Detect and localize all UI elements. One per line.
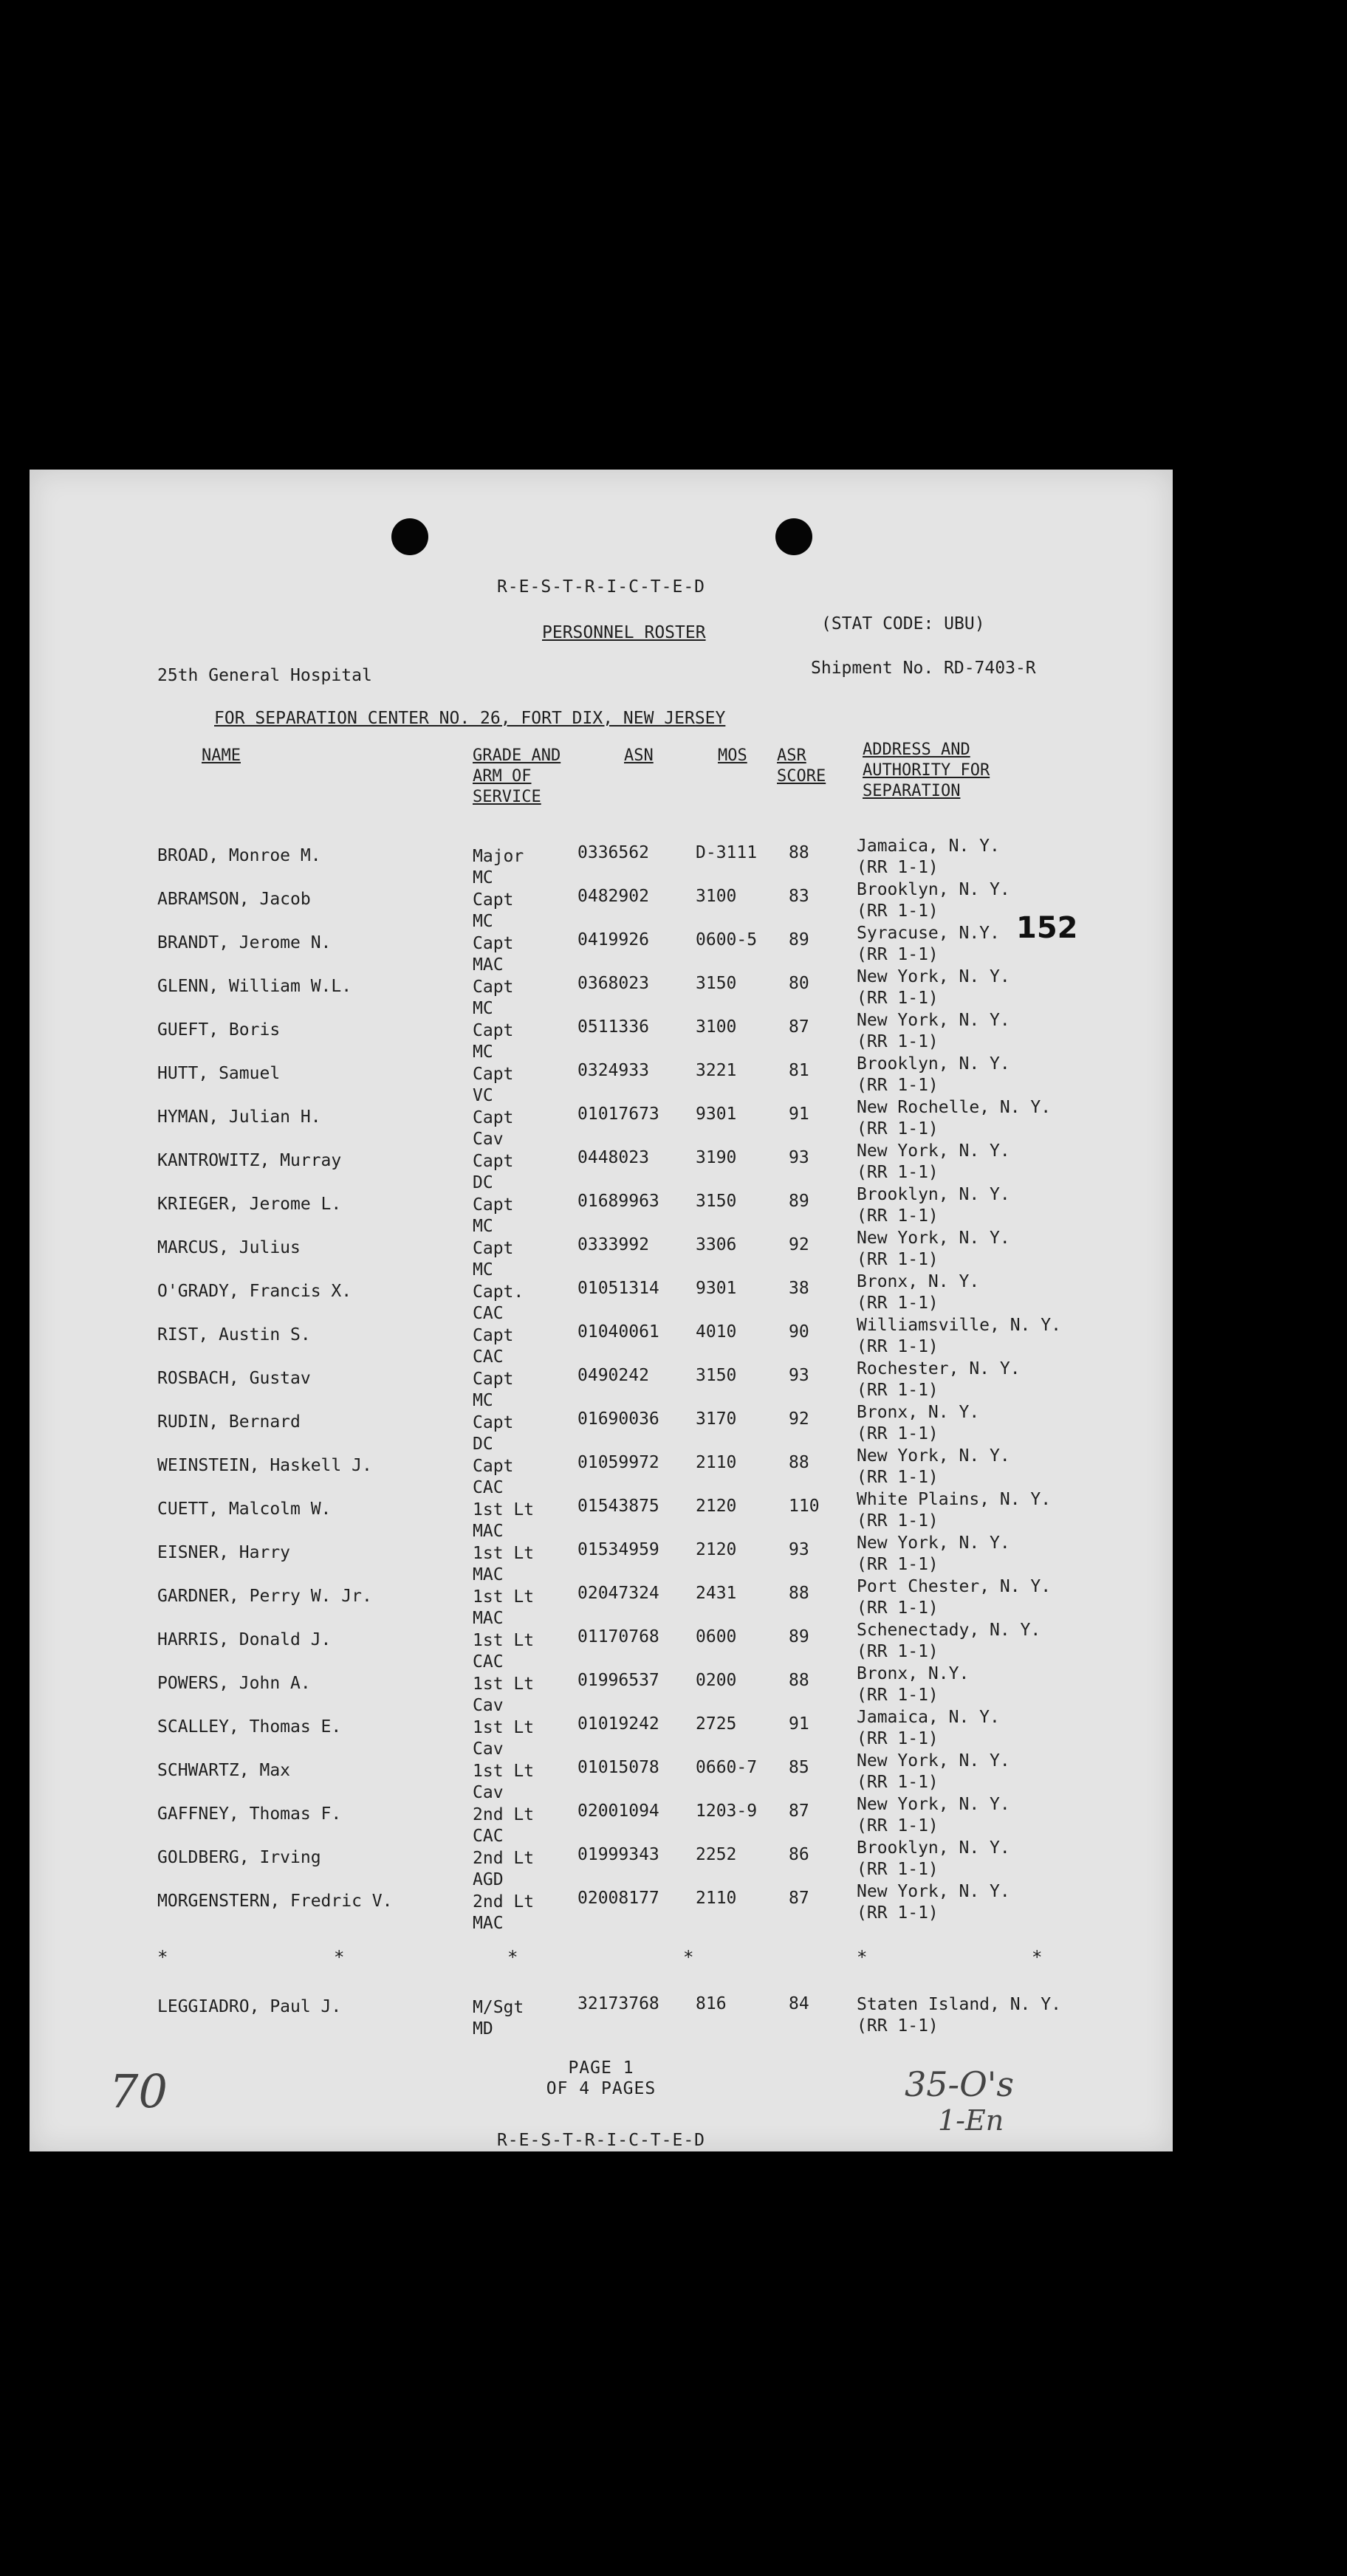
row-name: HYMAN, Julian H. [157, 1107, 321, 1127]
row-asn: 0419926 [577, 930, 649, 949]
roster-row [30, 1882, 1173, 1933]
row-name: KRIEGER, Jerome L. [157, 1195, 342, 1214]
row-score: 87 [789, 1017, 809, 1037]
row-name: ABRAMSON, Jacob [157, 890, 311, 909]
row-name: SCALLEY, Thomas E. [157, 1717, 342, 1737]
row-grade: Capt MC [473, 1370, 514, 1410]
row-score: 91 [789, 1714, 809, 1734]
row-mos: 3170 [696, 1409, 737, 1429]
row-grade: Capt CAC [473, 1457, 514, 1497]
handwritten-note-right: 35-O's [905, 2064, 1015, 2104]
row-asn: 0324933 [577, 1061, 649, 1080]
document-page [30, 470, 1173, 2151]
separator-star: * [1032, 1947, 1043, 1968]
row-score: 90 [789, 1322, 809, 1342]
shipment-number: Shipment No. RD-7403-R [811, 659, 1036, 678]
row-asn: 01019242 [577, 1714, 659, 1734]
punch-hole [775, 518, 812, 555]
separator-star: * [507, 1947, 518, 1968]
row-address: New York, N. Y. (RR 1-1) [857, 1882, 1010, 1923]
row-asn: 02008177 [577, 1889, 659, 1908]
row-mos: 3150 [696, 974, 737, 993]
row-grade: Capt DC [473, 1413, 514, 1454]
row-grade: M/Sgt MD [473, 1998, 524, 2039]
row-address: Bronx, N. Y. (RR 1-1) [857, 1403, 980, 1443]
row-name: BROAD, Monroe M. [157, 846, 321, 865]
row-score: 87 [789, 1889, 809, 1908]
row-score: 86 [789, 1845, 809, 1864]
row-mos: 1203-9 [696, 1802, 758, 1821]
row-address: Brooklyn, N. Y. (RR 1-1) [857, 1054, 1010, 1095]
row-name: RIST, Austin S. [157, 1325, 311, 1344]
roster-row [30, 880, 1173, 931]
separator-star: * [334, 1947, 345, 1968]
row-mos: 3100 [696, 887, 737, 906]
row-score: 87 [789, 1802, 809, 1821]
row-grade: Capt MC [473, 1239, 514, 1280]
row-grade: Capt DC [473, 1152, 514, 1192]
header-name: NAME [202, 746, 241, 765]
row-grade: 1st Lt MAC [473, 1500, 535, 1541]
row-asn: 01543875 [577, 1497, 659, 1516]
roster-row [30, 1664, 1173, 1715]
row-mos: 4010 [696, 1322, 737, 1342]
handwritten-note-right-2: 1-En [938, 2104, 1004, 2137]
header-asn: ASN [624, 746, 654, 765]
row-name: O'GRADY, Francis X. [157, 1282, 352, 1301]
row-name: LEGGIADRO, Paul J. [157, 1997, 342, 2016]
row-asn: 01690036 [577, 1409, 659, 1429]
enlisted-row [30, 1994, 1173, 2038]
row-grade: 1st Lt CAC [473, 1631, 535, 1672]
roster-row [30, 1359, 1173, 1410]
row-mos: 2725 [696, 1714, 737, 1734]
row-address: White Plains, N. Y. (RR 1-1) [857, 1490, 1052, 1531]
row-score: 92 [789, 1235, 809, 1254]
handwritten-note-left: 70 [109, 2064, 168, 2118]
row-mos: 3150 [696, 1366, 737, 1385]
row-address: Syracuse, N.Y. (RR 1-1) [857, 924, 1000, 964]
roster-row [30, 1621, 1173, 1672]
document-title: PERSONNEL ROSTER [542, 623, 706, 642]
row-asn: 01040061 [577, 1322, 659, 1342]
row-grade: Capt MC [473, 1021, 514, 1062]
row-address: New York, N. Y. (RR 1-1) [857, 1229, 1010, 1269]
row-asn: 0448023 [577, 1148, 649, 1167]
row-name: BRANDT, Jerome N. [157, 933, 332, 952]
row-grade: 2nd Lt CAC [473, 1805, 535, 1846]
row-name: GARDNER, Perry W. Jr. [157, 1587, 372, 1606]
row-score: 89 [789, 930, 809, 949]
row-address: New York, N. Y. (RR 1-1) [857, 1446, 1010, 1487]
stat-code: (STAT CODE: UBU) [821, 614, 985, 633]
row-score: 91 [789, 1105, 809, 1124]
row-mos: 3221 [696, 1061, 737, 1080]
row-grade: 2nd Lt AGD [473, 1849, 535, 1889]
row-score: 88 [789, 843, 809, 862]
row-address: New York, N. Y. (RR 1-1) [857, 1011, 1010, 1051]
row-mos: 2110 [696, 1889, 737, 1908]
row-grade: 1st Lt MAC [473, 1587, 535, 1628]
row-asn: 01017673 [577, 1105, 659, 1124]
row-address: Jamaica, N. Y. (RR 1-1) [857, 837, 1000, 877]
row-grade: Capt. CAC [473, 1282, 524, 1323]
separator-star: * [857, 1947, 868, 1968]
row-mos: 0660-7 [696, 1758, 758, 1777]
row-name: HUTT, Samuel [157, 1064, 281, 1083]
row-address: New Rochelle, N. Y. (RR 1-1) [857, 1098, 1052, 1138]
row-address: New York, N. Y. (RR 1-1) [857, 1533, 1010, 1574]
row-asn: 01059972 [577, 1453, 659, 1472]
row-name: ROSBACH, Gustav [157, 1369, 311, 1388]
row-score: 93 [789, 1366, 809, 1385]
row-asn: 0482902 [577, 887, 649, 906]
row-name: POWERS, John A. [157, 1674, 311, 1693]
row-mos: 2120 [696, 1540, 737, 1559]
row-address: Staten Island, N. Y. (RR 1-1) [857, 1995, 1061, 2036]
row-asn: 01015078 [577, 1758, 659, 1777]
row-score: 92 [789, 1409, 809, 1429]
row-grade: 1st Lt MAC [473, 1544, 535, 1584]
row-grade: Capt MC [473, 978, 514, 1018]
row-asn: 0368023 [577, 974, 649, 993]
row-mos: 2110 [696, 1453, 737, 1472]
row-mos: 0200 [696, 1671, 737, 1690]
row-asn: 02047324 [577, 1584, 659, 1603]
row-name: CUETT, Malcolm W. [157, 1500, 332, 1519]
row-name: GOLDBERG, Irving [157, 1848, 321, 1867]
row-address: Jamaica, N. Y. (RR 1-1) [857, 1708, 1000, 1748]
row-score: 81 [789, 1061, 809, 1080]
row-address: Port Chester, N. Y. (RR 1-1) [857, 1577, 1052, 1618]
row-grade: Capt CAC [473, 1326, 514, 1367]
separator-star: * [157, 1947, 168, 1968]
row-mos: 2120 [696, 1497, 737, 1516]
row-grade: Capt MC [473, 1195, 514, 1236]
page-line-2: OF 4 PAGES [546, 2079, 657, 2098]
header-mos: MOS [718, 746, 747, 765]
row-grade: 1st Lt Cav [473, 1718, 535, 1759]
row-asn: 02001094 [577, 1802, 659, 1821]
row-mos: D-3111 [696, 843, 758, 862]
row-asn: 01051314 [577, 1279, 659, 1298]
row-name: MARCUS, Julius [157, 1238, 301, 1257]
header-grade: GRADE AND ARM OF SERVICE [473, 746, 561, 806]
page-line-1: PAGE 1 [568, 2058, 634, 2078]
row-score: 110 [789, 1497, 820, 1516]
row-score: 93 [789, 1148, 809, 1167]
row-asn: 0336562 [577, 843, 649, 862]
row-asn: 0511336 [577, 1017, 649, 1037]
roster-row [30, 1229, 1173, 1280]
row-score: 80 [789, 974, 809, 993]
row-score: 88 [789, 1671, 809, 1690]
row-mos: 3306 [696, 1235, 737, 1254]
row-mos: 2252 [696, 1845, 737, 1864]
row-asn: 01996537 [577, 1671, 659, 1690]
row-name: GLENN, William W.L. [157, 977, 352, 996]
row-mos: 3100 [696, 1017, 737, 1037]
row-address: Rochester, N. Y. (RR 1-1) [857, 1359, 1021, 1400]
restricted-footer: R-E-S-T-R-I-C-T-E-D [496, 2131, 706, 2150]
row-address: Bronx, N. Y. (RR 1-1) [857, 1272, 980, 1313]
row-address: Brooklyn, N. Y. (RR 1-1) [857, 1185, 1010, 1226]
row-name: SCHWARTZ, Max [157, 1761, 291, 1780]
row-name: EISNER, Harry [157, 1543, 291, 1562]
row-name: RUDIN, Bernard [157, 1412, 301, 1432]
row-score: 88 [789, 1584, 809, 1603]
header-address: ADDRESS AND AUTHORITY FOR SEPARATION [863, 741, 990, 800]
row-asn: 01689963 [577, 1192, 659, 1211]
row-grade: Capt MC [473, 890, 514, 931]
row-grade: 2nd Lt MAC [473, 1892, 535, 1933]
row-mos: 2431 [696, 1584, 737, 1603]
row-grade: Major MC [473, 847, 524, 887]
row-grade: Capt VC [473, 1065, 514, 1105]
row-asn: 01999343 [577, 1845, 659, 1864]
row-address: New York, N. Y. (RR 1-1) [857, 1141, 1010, 1182]
row-name: KANTROWITZ, Murray [157, 1151, 342, 1170]
punch-hole [391, 518, 428, 555]
row-mos: 816 [696, 1994, 727, 2013]
restricted-header: R-E-S-T-R-I-C-T-E-D [496, 577, 706, 597]
row-score: 93 [789, 1540, 809, 1559]
row-mos: 0600 [696, 1627, 737, 1646]
separation-center: FOR SEPARATION CENTER NO. 26, FORT DIX, NEW JERSEY [214, 709, 726, 728]
row-asn: 01534959 [577, 1540, 659, 1559]
row-score: 89 [789, 1192, 809, 1211]
row-address: Schenectady, N. Y. (RR 1-1) [857, 1621, 1041, 1661]
page-number-stamp: 152 [1016, 911, 1078, 945]
row-mos: 9301 [696, 1105, 737, 1124]
separator-star: * [683, 1947, 694, 1968]
row-asn: 0333992 [577, 1235, 649, 1254]
row-asn: 0490242 [577, 1366, 649, 1385]
row-address: Brooklyn, N. Y. (RR 1-1) [857, 880, 1010, 921]
row-name: GAFFNEY, Thomas F. [157, 1804, 342, 1824]
row-mos: 3190 [696, 1148, 737, 1167]
row-name: HARRIS, Donald J. [157, 1630, 332, 1649]
row-address: New York, N. Y. (RR 1-1) [857, 967, 1010, 1008]
row-address: Williamsville, N. Y. (RR 1-1) [857, 1316, 1061, 1356]
row-score: 38 [789, 1279, 809, 1298]
header-score: ASR SCORE [777, 746, 826, 786]
row-asn: 32173768 [577, 1994, 659, 2013]
row-asn: 01170768 [577, 1627, 659, 1646]
row-address: New York, N. Y. (RR 1-1) [857, 1751, 1010, 1792]
row-score: 88 [789, 1453, 809, 1472]
row-address: Brooklyn, N. Y. (RR 1-1) [857, 1838, 1010, 1879]
row-score: 85 [789, 1758, 809, 1777]
row-address: New York, N. Y. (RR 1-1) [857, 1795, 1010, 1835]
row-grade: Capt MAC [473, 934, 514, 975]
row-grade: 1st Lt Cav [473, 1675, 535, 1715]
row-grade: Capt Cav [473, 1108, 514, 1149]
row-score: 84 [789, 1994, 809, 2013]
row-score: 89 [789, 1627, 809, 1646]
row-name: GUEFT, Boris [157, 1020, 281, 1040]
row-address: Bronx, N.Y. (RR 1-1) [857, 1664, 970, 1705]
row-name: MORGENSTERN, Fredric V. [157, 1892, 393, 1911]
row-mos: 3150 [696, 1192, 737, 1211]
row-grade: 1st Lt Cav [473, 1762, 535, 1802]
row-name: WEINSTEIN, Haskell J. [157, 1456, 372, 1475]
unit-name: 25th General Hospital [157, 666, 372, 685]
row-mos: 0600-5 [696, 930, 758, 949]
row-mos: 9301 [696, 1279, 737, 1298]
row-score: 83 [789, 887, 809, 906]
